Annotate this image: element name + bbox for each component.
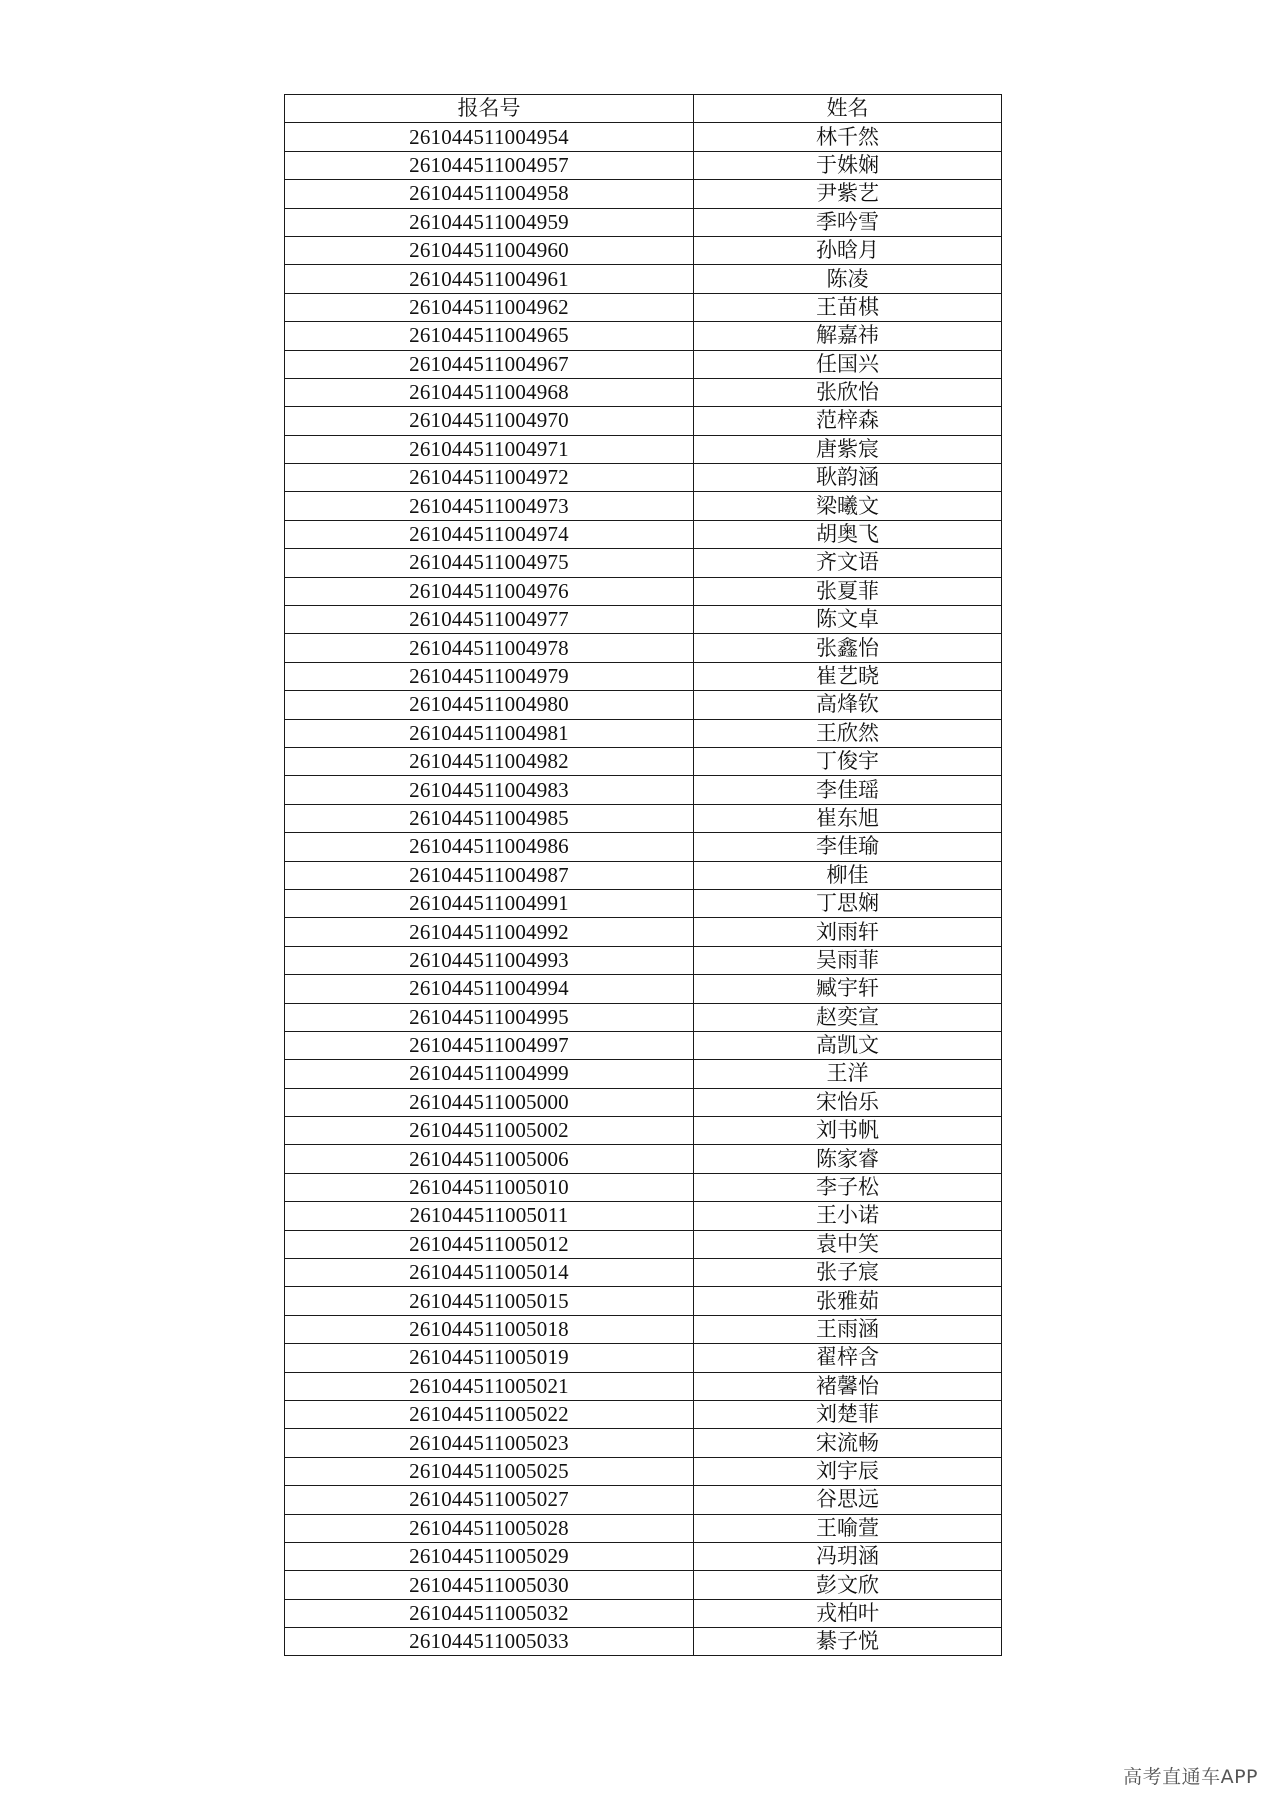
registration-number-cell: 261044511004959 (285, 208, 694, 236)
header-row (285, 95, 1002, 123)
table-row (285, 1571, 1002, 1599)
name-cell: 宋流畅 (694, 1429, 1002, 1457)
name-cell: 张欣怡 (694, 378, 1002, 406)
table-row (285, 1259, 1002, 1287)
table-row (285, 747, 1002, 775)
registration-number-cell: 261044511005030 (285, 1571, 694, 1599)
registration-number-cell: 261044511004954 (285, 123, 694, 151)
table-row (285, 804, 1002, 832)
name-cell: 冯玥涵 (694, 1542, 1002, 1570)
table-row (285, 634, 1002, 662)
name-cell: 赵奕宣 (694, 1003, 1002, 1031)
registration-number-cell: 261044511004983 (285, 776, 694, 804)
registration-number-cell: 261044511004962 (285, 293, 694, 321)
name-cell: 陈凌 (694, 265, 1002, 293)
table-row (285, 918, 1002, 946)
name-cell: 王洋 (694, 1060, 1002, 1088)
table-row (285, 265, 1002, 293)
name-cell: 崔艺晓 (694, 662, 1002, 690)
table-row (285, 464, 1002, 492)
table-row (285, 1287, 1002, 1315)
registration-number-cell: 261044511005000 (285, 1088, 694, 1116)
registration-number-cell: 261044511004974 (285, 520, 694, 548)
results-table (284, 94, 1002, 1656)
name-cell: 刘书帆 (694, 1117, 1002, 1145)
registration-number-cell: 261044511004961 (285, 265, 694, 293)
registration-number-cell: 261044511004958 (285, 180, 694, 208)
watermark-text: 高考直通车APP (1123, 1766, 1258, 1788)
registration-number-cell: 261044511005027 (285, 1486, 694, 1514)
table-row (285, 435, 1002, 463)
name-cell: 褚馨怡 (694, 1372, 1002, 1400)
table-row (285, 776, 1002, 804)
name-cell: 王喻萱 (694, 1514, 1002, 1542)
table-row (285, 691, 1002, 719)
table-row (285, 1173, 1002, 1201)
registration-number-cell: 261044511005033 (285, 1628, 694, 1656)
name-cell: 刘楚菲 (694, 1400, 1002, 1428)
table-row (285, 889, 1002, 917)
registration-number-cell: 261044511005028 (285, 1514, 694, 1542)
registration-number-cell: 261044511004994 (285, 975, 694, 1003)
table-row (285, 1315, 1002, 1343)
registration-number-cell: 261044511004986 (285, 833, 694, 861)
table-row (285, 861, 1002, 889)
table-row (285, 975, 1002, 1003)
registration-number-cell: 261044511004973 (285, 492, 694, 520)
registration-number-cell: 261044511004999 (285, 1060, 694, 1088)
table-row (285, 1542, 1002, 1570)
registration-number-cell: 261044511004971 (285, 435, 694, 463)
registration-number-cell: 261044511004977 (285, 606, 694, 634)
registration-number-cell: 261044511005010 (285, 1173, 694, 1201)
name-cell: 丁俊宇 (694, 747, 1002, 775)
name-cell: 吴雨菲 (694, 946, 1002, 974)
name-cell: 王雨涵 (694, 1315, 1002, 1343)
table-row (285, 1486, 1002, 1514)
registration-number-cell: 261044511005006 (285, 1145, 694, 1173)
registration-number-cell: 261044511004960 (285, 236, 694, 264)
table-row (285, 1429, 1002, 1457)
table-row (285, 520, 1002, 548)
registration-number-cell: 261044511004965 (285, 322, 694, 350)
name-cell: 刘宇辰 (694, 1457, 1002, 1485)
table-body (285, 123, 1002, 1656)
table-row (285, 1117, 1002, 1145)
table-row (285, 1060, 1002, 1088)
name-cell: 孙晗月 (694, 236, 1002, 264)
registration-number-cell: 261044511005011 (285, 1202, 694, 1230)
registration-number-cell: 261044511004967 (285, 350, 694, 378)
registration-number-cell: 261044511005025 (285, 1457, 694, 1485)
name-cell: 王欣然 (694, 719, 1002, 747)
registration-number-cell: 261044511004976 (285, 577, 694, 605)
name-cell: 柳佳 (694, 861, 1002, 889)
table-row (285, 1088, 1002, 1116)
table-row (285, 180, 1002, 208)
registration-number-cell: 261044511005022 (285, 1400, 694, 1428)
registration-number-cell: 261044511005012 (285, 1230, 694, 1258)
registration-number-cell: 261044511005014 (285, 1259, 694, 1287)
table-row (285, 833, 1002, 861)
table-row (285, 1145, 1002, 1173)
name-cell: 于姝娴 (694, 151, 1002, 179)
table-row (285, 236, 1002, 264)
name-cell: 王小诺 (694, 1202, 1002, 1230)
registration-number-cell: 261044511004981 (285, 719, 694, 747)
name-cell: 耿韵涵 (694, 464, 1002, 492)
table-row (285, 1344, 1002, 1372)
header-name: 姓名 (694, 95, 1002, 123)
table-row (285, 208, 1002, 236)
name-cell: 张鑫怡 (694, 634, 1002, 662)
table-row (285, 549, 1002, 577)
registration-number-cell: 261044511004982 (285, 747, 694, 775)
registration-number-cell: 261044511005021 (285, 1372, 694, 1400)
table-row (285, 407, 1002, 435)
registration-number-cell: 261044511004975 (285, 549, 694, 577)
table-row (285, 293, 1002, 321)
table-row (285, 322, 1002, 350)
table-row (285, 1031, 1002, 1059)
table-row (285, 577, 1002, 605)
name-cell: 袁中笑 (694, 1230, 1002, 1258)
name-cell: 梁曦文 (694, 492, 1002, 520)
registration-number-cell: 261044511005002 (285, 1117, 694, 1145)
registration-number-cell: 261044511004997 (285, 1031, 694, 1059)
table-row (285, 1457, 1002, 1485)
name-cell: 丁思娴 (694, 889, 1002, 917)
table-row (285, 350, 1002, 378)
results-table-container (284, 94, 1002, 1656)
table-row (285, 123, 1002, 151)
table-row (285, 719, 1002, 747)
name-cell: 刘雨轩 (694, 918, 1002, 946)
name-cell: 齐文语 (694, 549, 1002, 577)
registration-number-cell: 261044511005023 (285, 1429, 694, 1457)
table-row (285, 946, 1002, 974)
table-header (285, 95, 1002, 123)
table-row (285, 1400, 1002, 1428)
table-row (285, 1202, 1002, 1230)
table-row (285, 378, 1002, 406)
registration-number-cell: 261044511005032 (285, 1599, 694, 1627)
name-cell: 高凯文 (694, 1031, 1002, 1059)
name-cell: 林千然 (694, 123, 1002, 151)
registration-number-cell: 261044511004991 (285, 889, 694, 917)
name-cell: 陈家睿 (694, 1145, 1002, 1173)
name-cell: 高烽钦 (694, 691, 1002, 719)
registration-number-cell: 261044511004993 (285, 946, 694, 974)
registration-number-cell: 261044511005018 (285, 1315, 694, 1343)
name-cell: 王苗棋 (694, 293, 1002, 321)
name-cell: 宋怡乐 (694, 1088, 1002, 1116)
name-cell: 李子松 (694, 1173, 1002, 1201)
registration-number-cell: 261044511005015 (285, 1287, 694, 1315)
name-cell: 李佳瑶 (694, 776, 1002, 804)
registration-number-cell: 261044511004972 (285, 464, 694, 492)
name-cell: 彭文欣 (694, 1571, 1002, 1599)
header-registration-number: 报名号 (285, 95, 694, 123)
name-cell: 尹紫艺 (694, 180, 1002, 208)
table-row (285, 606, 1002, 634)
registration-number-cell: 261044511004968 (285, 378, 694, 406)
name-cell: 张雅茹 (694, 1287, 1002, 1315)
name-cell: 臧宇轩 (694, 975, 1002, 1003)
registration-number-cell: 261044511004970 (285, 407, 694, 435)
registration-number-cell: 261044511004978 (285, 634, 694, 662)
name-cell: 季吟雪 (694, 208, 1002, 236)
table-row (285, 1230, 1002, 1258)
name-cell: 陈文卓 (694, 606, 1002, 634)
table-row (285, 1599, 1002, 1627)
registration-number-cell: 261044511005029 (285, 1542, 694, 1570)
registration-number-cell: 261044511004995 (285, 1003, 694, 1031)
name-cell: 任国兴 (694, 350, 1002, 378)
registration-number-cell: 261044511004992 (285, 918, 694, 946)
name-cell: 谷思远 (694, 1486, 1002, 1514)
table-row (285, 1514, 1002, 1542)
registration-number-cell: 261044511004985 (285, 804, 694, 832)
name-cell: 翟梓含 (694, 1344, 1002, 1372)
table-row (285, 151, 1002, 179)
name-cell: 李佳瑜 (694, 833, 1002, 861)
table-row (285, 1003, 1002, 1031)
name-cell: 张子宸 (694, 1259, 1002, 1287)
name-cell: 崔东旭 (694, 804, 1002, 832)
table-row (285, 662, 1002, 690)
registration-number-cell: 261044511004979 (285, 662, 694, 690)
table-row (285, 1628, 1002, 1656)
registration-number-cell: 261044511004957 (285, 151, 694, 179)
registration-number-cell: 261044511004987 (285, 861, 694, 889)
name-cell: 张夏菲 (694, 577, 1002, 605)
table-row (285, 1372, 1002, 1400)
registration-number-cell: 261044511004980 (285, 691, 694, 719)
name-cell: 范梓森 (694, 407, 1002, 435)
registration-number-cell: 261044511005019 (285, 1344, 694, 1372)
name-cell: 胡奥飞 (694, 520, 1002, 548)
name-cell: 戎柏叶 (694, 1599, 1002, 1627)
table-row (285, 492, 1002, 520)
name-cell: 唐紫宸 (694, 435, 1002, 463)
name-cell: 解嘉祎 (694, 322, 1002, 350)
name-cell: 綦子悦 (694, 1628, 1002, 1656)
